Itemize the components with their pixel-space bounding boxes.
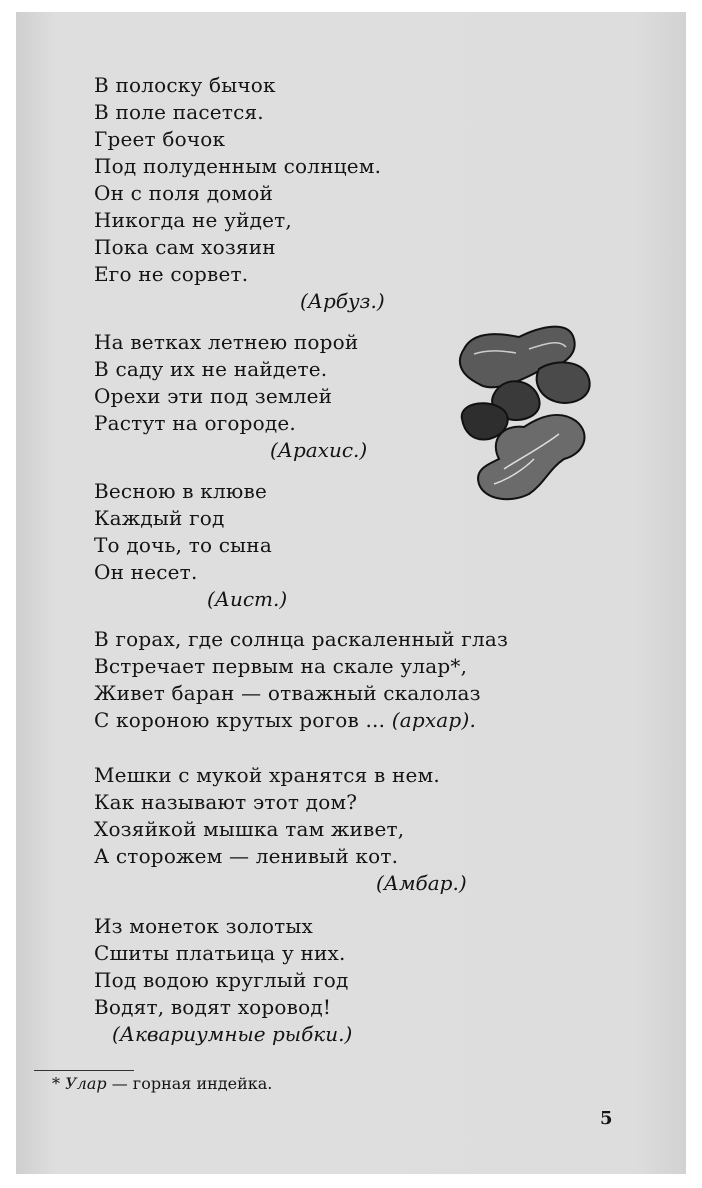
riddle-line: А сторожем — ленивый кот. xyxy=(94,844,399,868)
riddle-line: В поле пасется. xyxy=(94,100,264,124)
riddle-answer: (Аквариумные рыбки.) xyxy=(112,1022,353,1046)
riddle-line: Растут на огороде. xyxy=(94,411,296,435)
riddle-line: Он с поля домой xyxy=(94,181,273,205)
riddle-line: Весною в клюве xyxy=(94,479,268,503)
riddle-line: Греет бочок xyxy=(94,127,226,151)
riddle-line: В полоску бычок xyxy=(94,73,276,97)
book-page xyxy=(16,12,686,1174)
riddle-line: Встречает первым на скале улар*, xyxy=(94,654,468,678)
riddle-line: Водят, водят хоровод! xyxy=(94,995,332,1019)
riddle-argali xyxy=(94,626,508,734)
riddle-line: Его не сорвет. xyxy=(94,262,249,286)
riddle-line: Он несет. xyxy=(94,560,198,584)
riddle-barn xyxy=(94,762,467,897)
footnote-divider xyxy=(34,1070,134,1071)
riddle-line: Под водою круглый год xyxy=(94,968,349,992)
page-number: 5 xyxy=(600,1108,613,1129)
riddle-line: На ветках летнею порой xyxy=(94,330,359,354)
riddle-answer: (Арбуз.) xyxy=(300,289,385,313)
footnote-text: — горная индейка. xyxy=(111,1074,273,1093)
riddle-line: Каждый год xyxy=(94,506,225,530)
riddle-line: Сшиты платьица у них. xyxy=(94,941,346,965)
riddle-line: В саду их не найдете. xyxy=(94,357,328,381)
riddle-line: Как называют этот дом? xyxy=(94,790,358,814)
footnote xyxy=(52,1074,272,1093)
riddle-stork xyxy=(94,478,288,613)
riddle-line: То дочь, то сына xyxy=(94,533,272,557)
riddle-answer: (Арахис.) xyxy=(270,438,368,462)
riddle-watermelon xyxy=(94,72,385,315)
riddle-line: Орехи эти под землей xyxy=(94,384,333,408)
footnote-term: Улар xyxy=(65,1074,107,1093)
riddle-line: Живет баран — отважный скалолаз xyxy=(94,681,481,705)
riddle-line: Мешки с мукой хранятся в нем. xyxy=(94,763,440,787)
riddle-answer: (Аист.) xyxy=(207,587,288,611)
riddle-line: Под полуденным солнцем. xyxy=(94,154,382,178)
peanut-icon xyxy=(444,309,594,509)
riddle-line: Хозяйкой мышка там живет, xyxy=(94,817,405,841)
riddle-line: Никогда не уйдет, xyxy=(94,208,292,232)
riddle-peanut xyxy=(94,329,368,464)
riddle-aquarium-fish xyxy=(94,913,353,1048)
riddle-answer: (архар). xyxy=(391,708,476,732)
footnote-marker: * xyxy=(52,1074,60,1093)
riddle-line: В горах, где солнца раскаленный глаз xyxy=(94,627,509,651)
riddle-line: Пока сам хозяин xyxy=(94,235,276,259)
riddle-answer: (Амбар.) xyxy=(376,871,467,895)
riddle-line: Из монеток золотых xyxy=(94,914,313,938)
riddle-line-with-answer xyxy=(94,707,508,734)
riddle-line: С короною крутых рогов ... xyxy=(94,708,386,732)
